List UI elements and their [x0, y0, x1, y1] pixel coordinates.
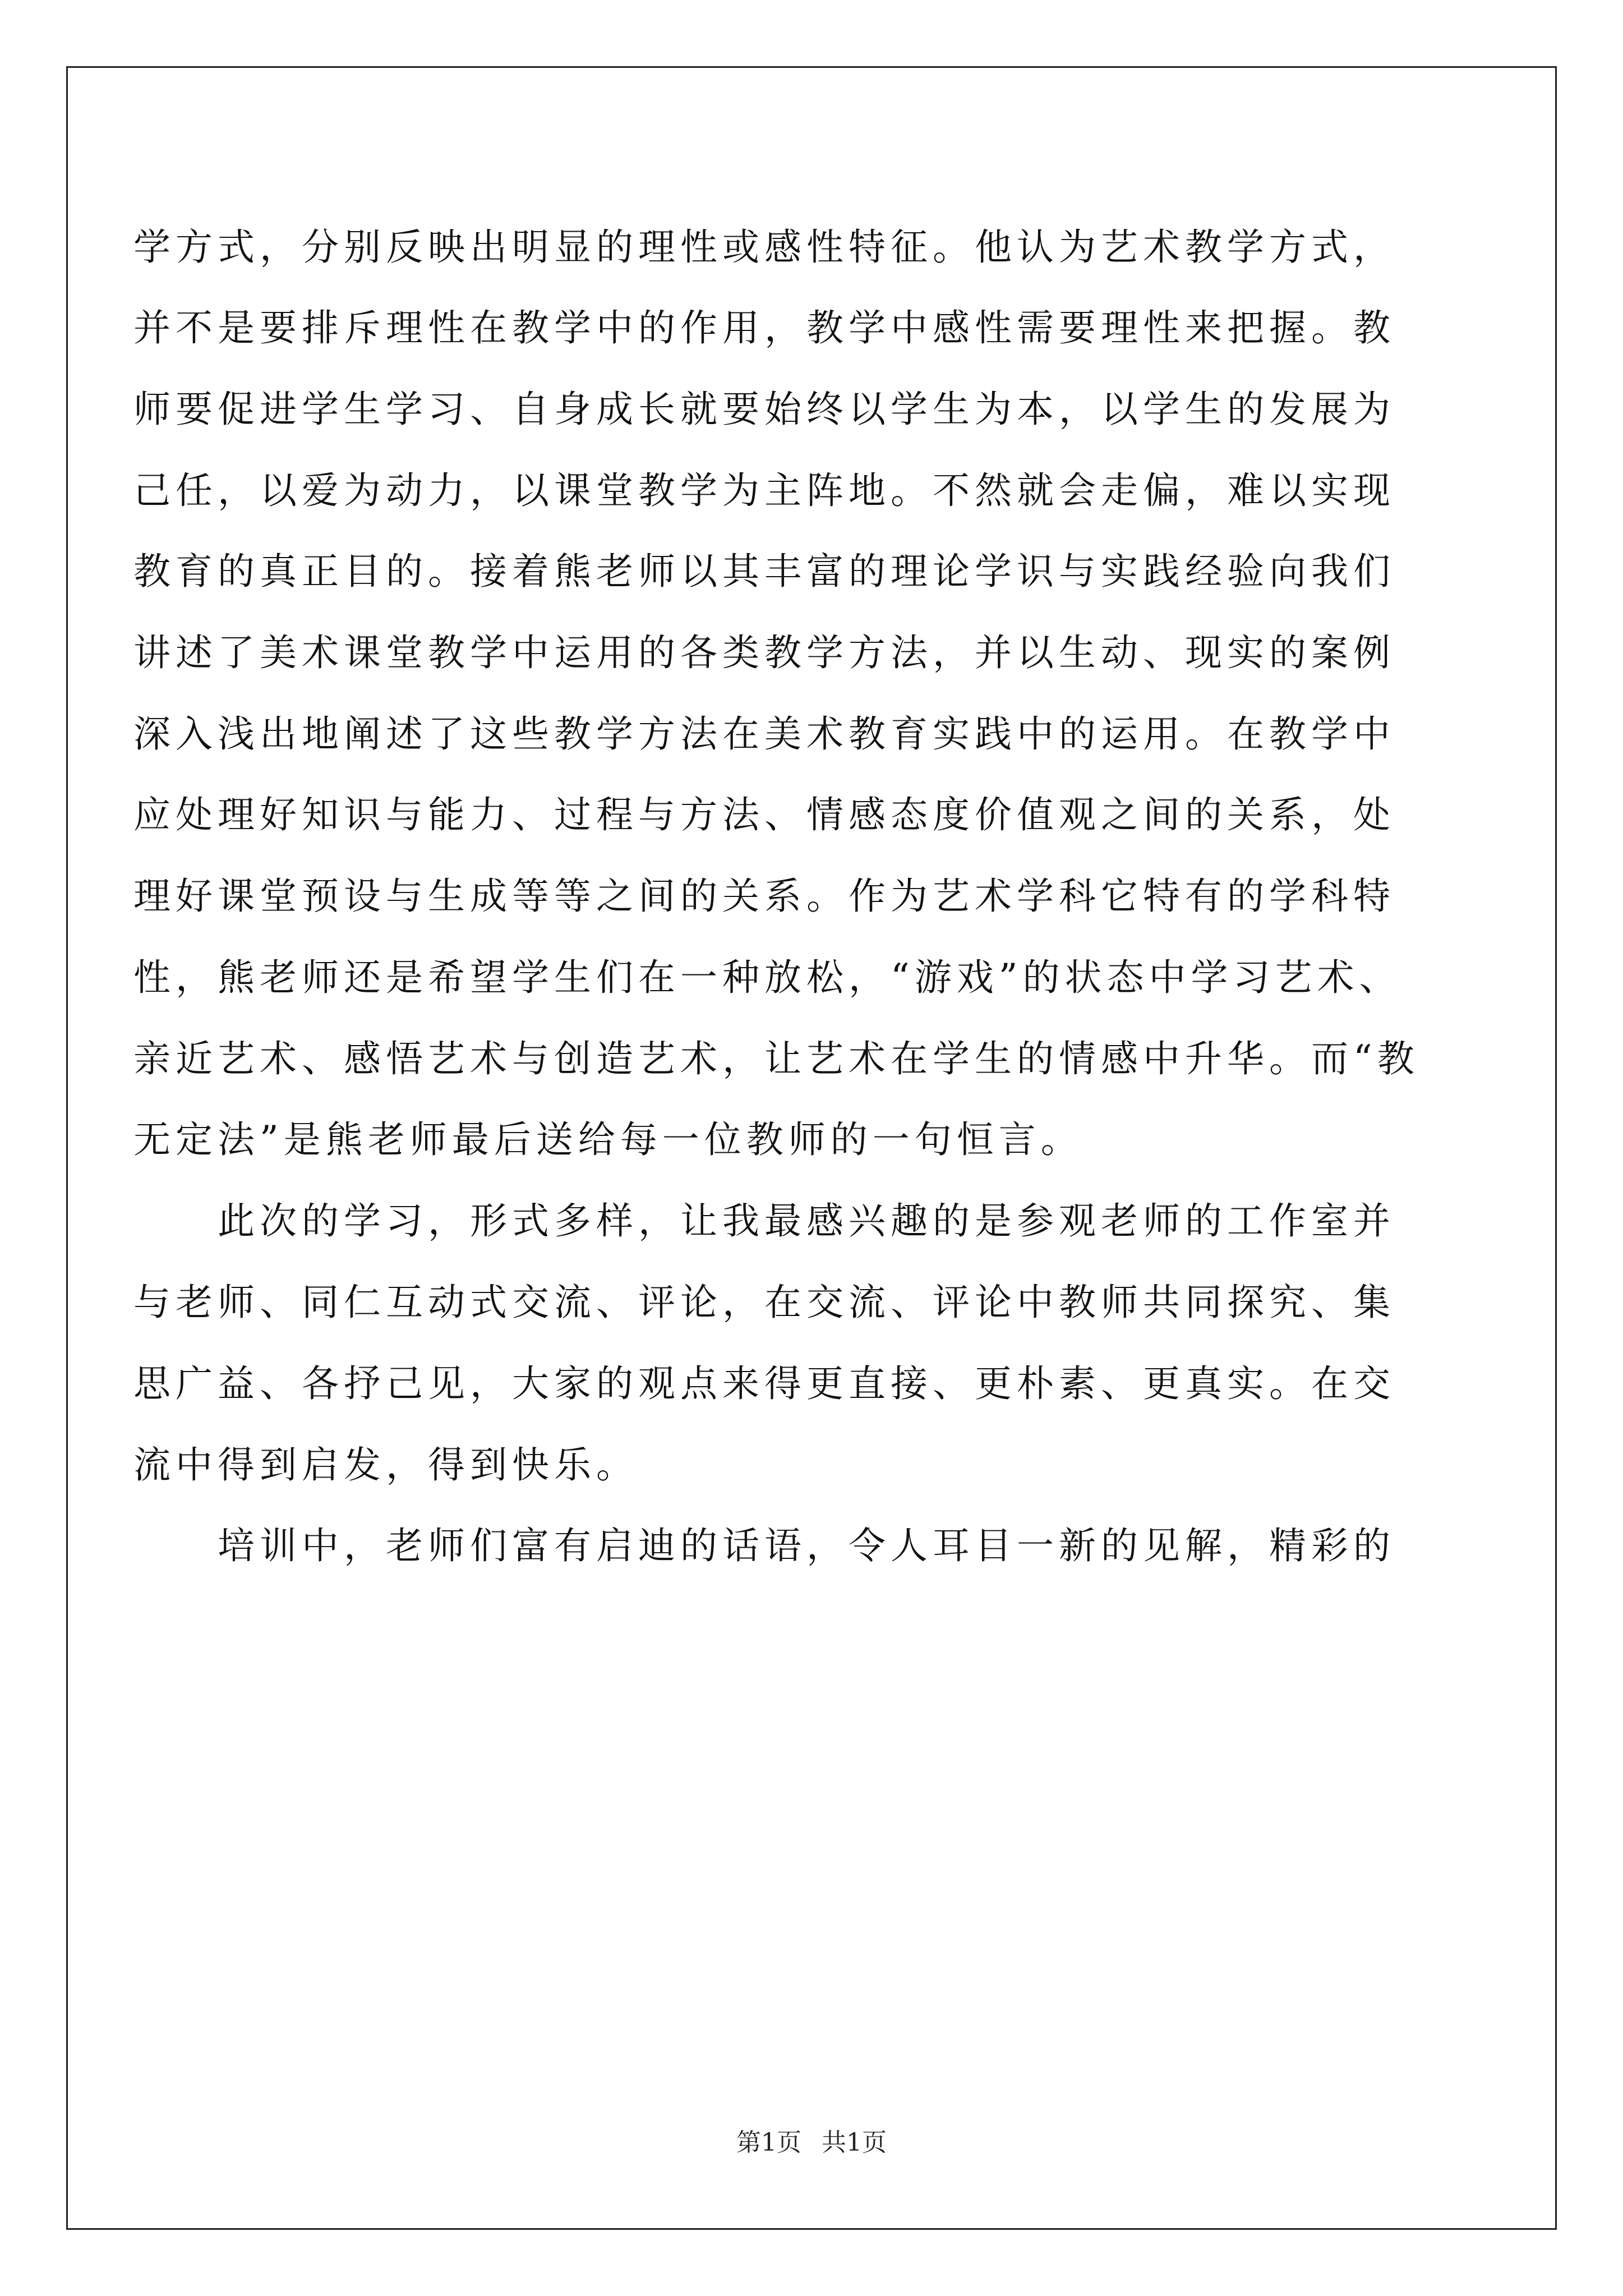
text-line: 此次的学习，形式多样，让我最感兴趣的是参观老师的工作室并 — [133, 1199, 1395, 1243]
text-line: 师要促进学生学习、自身成长就要始终以学生为本，以学生的发展为 — [133, 388, 1395, 431]
text-line: 思广益、各抒己见，大家的观点来得更直接、更朴素、更真实。在交 — [133, 1362, 1395, 1405]
page-footer — [0, 2128, 1623, 2157]
text-line: 与老师、同仁互动式交流、评论，在交流、评论中教师共同探究、集 — [133, 1281, 1395, 1324]
text-line: 讲述了美术课堂教学中运用的各类教学方法，并以生动、现实的案例 — [133, 631, 1395, 674]
text-line: 应处理好知识与能力、过程与方法、情感态度价值观之间的关系，处 — [133, 793, 1395, 836]
text-line: 己任，以爱为动力，以课堂教学为主阵地。不然就会走偏，难以实现 — [133, 469, 1395, 512]
text-line: 亲近艺术、感悟艺术与创造艺术，让艺术在学生的情感中升华。而“教 — [133, 1037, 1419, 1080]
page-total: 共1页 — [822, 2128, 887, 2157]
text-line: 教育的真正目的。接着熊老师以其丰富的理论学识与实践经验向我们 — [133, 550, 1395, 593]
text-line: 流中得到启发，得到快乐。 — [133, 1443, 638, 1487]
text-line: 并不是要排斥理性在教学中的作用，教学中感性需要理性来把握。教 — [133, 306, 1395, 349]
text-line: 理好课堂预设与生成等等之间的关系。作为艺术学科它特有的学科特 — [133, 875, 1395, 918]
text-line: 深入浅出地阐述了这些教学方法在美术教育实践中的运用。在教学中 — [133, 712, 1395, 756]
text-line: 培训中，老师们富有启迪的话语，令人耳目一新的见解，精彩的 — [133, 1524, 1395, 1567]
page-number: 第1页 — [736, 2128, 801, 2157]
text-line: 性，熊老师还是希望学生们在一种放松，“游戏”的状态中学习艺术、 — [133, 956, 1401, 999]
text-line: 学方式，分别反映出明显的理性或感性特征。他认为艺术教学方式， — [133, 226, 1395, 269]
text-line: 无定法”是熊老师最后送给每一位教师的一句恒言。 — [133, 1118, 1083, 1161]
